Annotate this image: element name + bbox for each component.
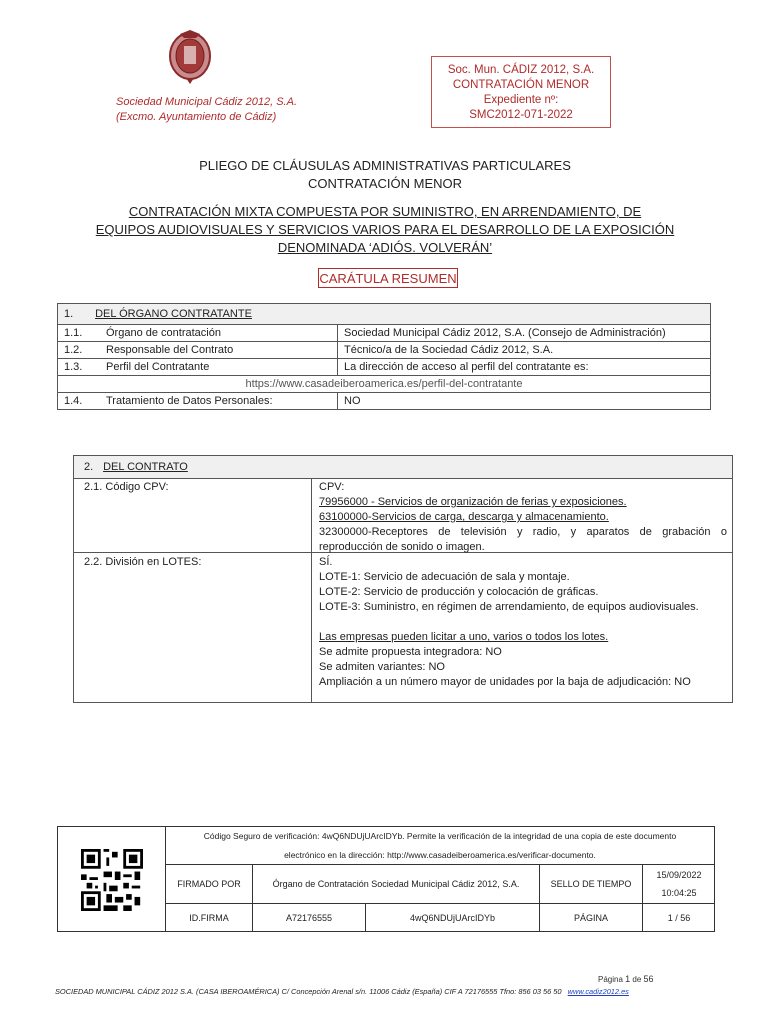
cpv-label: 2.1. Código CPV: [84, 481, 169, 493]
caratula-heading: CARÁTULA RESUMEN [318, 268, 458, 288]
page-prefix: Página [598, 975, 623, 984]
perfil-contratante-link[interactable]: https://www.casadeiberoamerica.es/perfil-del-contratante [58, 376, 711, 393]
table-row [58, 325, 711, 342]
qr-code-icon [79, 849, 145, 911]
qr-code-cell [58, 827, 166, 931]
row-value: Técnico/a de la Sociedad Cádiz 2012, S.A. [338, 342, 711, 359]
cpv-code-3-cont: reproducción de sonido o imagen. [319, 541, 485, 553]
page-total: 56 [643, 974, 654, 984]
cpv-code-2: 63100000-Servicios de carga, descarga y almacenamiento. [319, 511, 609, 523]
pagina-label: PÁGINA [540, 904, 643, 933]
id-firma-label: ID.FIRMA [166, 904, 253, 933]
signature-table [166, 865, 715, 932]
row-number: 1.4. [58, 393, 101, 410]
lote-3: LOTE-3: Suministro, en régimen de arrendamiento, de equipos audiovisuales. [319, 601, 699, 613]
org-line-1: Sociedad Municipal Cádiz 2012, S.A. [116, 96, 297, 108]
ampliacion-unidades: Ampliación a un número mayor de unidades por la baja de adjudicación: NO [319, 676, 691, 688]
signature-block [57, 826, 715, 932]
document-title: PLIEGO DE CLÁUSULAS ADMINISTRATIVAS PARTICULARES [199, 158, 571, 173]
row-number: 1.3. [58, 359, 101, 376]
verification-code: 4wQ6NDUjUArcIDYb [366, 904, 540, 933]
row-label: Tratamiento de Datos Personales: [100, 393, 338, 410]
subject-line-1: CONTRATACIÓN MIXTA COMPUESTA POR SUMINISTRO, EN ARRENDAMIENTO, DE [128, 204, 642, 219]
lote-1: LOTE-1: Servicio de adecuación de sala y montaje. [319, 571, 570, 583]
address-text: SOCIEDAD MUNICIPAL CÁDIZ 2012 S.A. (CASA IBEROAMÉRICA) C/ Concepción Arenal s/n. 11006 Cádiz (España) CIF A 72176555 Tfno: 856 03 56 50 [55, 987, 562, 996]
cpv-content [319, 480, 727, 555]
row-number: 1.1. [58, 325, 101, 342]
expediente-box [431, 56, 611, 128]
document-subtitle: CONTRATACIÓN MENOR [307, 176, 463, 191]
org-line-2: (Excmo. Ayuntamiento de Cádiz) [116, 111, 277, 123]
lotes-licitacion-note: Las empresas pueden licitar a uno, varios o todos los lotes. [319, 631, 609, 643]
section-2-header [74, 456, 732, 479]
row-value: NO [338, 393, 711, 410]
timestamp-time: 10:04:25 [661, 888, 697, 898]
table-row [58, 393, 711, 410]
timestamp-date: 15/09/2022 [656, 870, 702, 880]
lote-2: LOTE-2: Servicio de producción y colocación de gráficas. [319, 586, 599, 598]
section-1-header [58, 304, 711, 325]
propuesta-integradora: Se admite propuesta integradora: NO [319, 646, 502, 658]
cpv-code-3: 32300000-Receptores de televisión y radio, y aparatos de grabación o [319, 526, 727, 538]
firmante: Órgano de Contratación Sociedad Municipal Cádiz 2012, S.A. [253, 865, 540, 904]
footer-address [55, 987, 735, 996]
cpv-head: CPV: [319, 481, 345, 493]
timestamp [643, 865, 716, 904]
row-number: 1.2. [58, 342, 101, 359]
table-row [58, 342, 711, 359]
row-label: Órgano de contratación [100, 325, 338, 342]
expediente-number: SMC2012-071-2022 [469, 109, 573, 121]
section-1-number: 1. [64, 308, 74, 320]
subject-line-3: DENOMINADA ‘ADIÓS. VOLVERÁN’ [277, 240, 493, 255]
section-1-table [57, 303, 711, 410]
lotes-label: 2.2. División en LOTES: [84, 556, 202, 568]
expediente-org: Soc. Mun. CÁDIZ 2012, S.A. [447, 64, 595, 76]
row-label: Responsable del Contrato [100, 342, 338, 359]
expediente-type: CONTRATACIÓN MENOR [452, 79, 590, 91]
lotes-answer: SÍ. [319, 556, 333, 568]
lotes-content [319, 555, 727, 690]
page-current: 1 [625, 974, 631, 984]
id-firma-value: A72176555 [253, 904, 366, 933]
variantes: Se admiten variantes: NO [319, 661, 445, 673]
section-2-table [73, 455, 733, 703]
csv-text [166, 827, 714, 865]
csv-line-1: Código Seguro de verificación: 4wQ6NDUjUArcIDYb. Permite la verificación de la integridad de una copia de este documento [203, 831, 677, 841]
column-divider [311, 478, 312, 702]
page-number [598, 974, 654, 984]
firmado-por-label: FIRMADO POR [166, 865, 253, 904]
csv-line-2: electrónico en la dirección: http://www.casadeiberoamerica.es/verificar-documento. [284, 850, 596, 860]
section-2-number: 2. [84, 461, 94, 473]
sello-tiempo-label: SELLO DE TIEMPO [540, 865, 643, 904]
page-of: de [632, 975, 642, 984]
cadiz-seal-logo [166, 30, 214, 86]
website-link[interactable]: www.cadiz2012.es [567, 987, 629, 996]
subject-line-2: EQUIPOS AUDIOVISUALES Y SERVICIOS VARIOS PARA EL DESARROLLO DE LA EXPOSICIÓN [95, 222, 675, 237]
organization-name [116, 95, 346, 125]
section-2-title: DEL CONTRATO [103, 461, 188, 473]
table-row [58, 359, 711, 376]
row-label: Perfil del Contratante [100, 359, 338, 376]
cpv-code-1: 79956000 - Servicios de organización de ferias y exposiciones. [319, 496, 627, 508]
row-value: La dirección de acceso al perfil del contratante es: [338, 359, 711, 376]
pagina-value: 1 / 56 [643, 904, 716, 933]
expediente-label: Expediente nº: [483, 94, 559, 106]
row-value: Sociedad Municipal Cádiz 2012, S.A. (Consejo de Administración) [338, 325, 711, 342]
section-1-title: DEL ÓRGANO CONTRATANTE [95, 308, 252, 320]
